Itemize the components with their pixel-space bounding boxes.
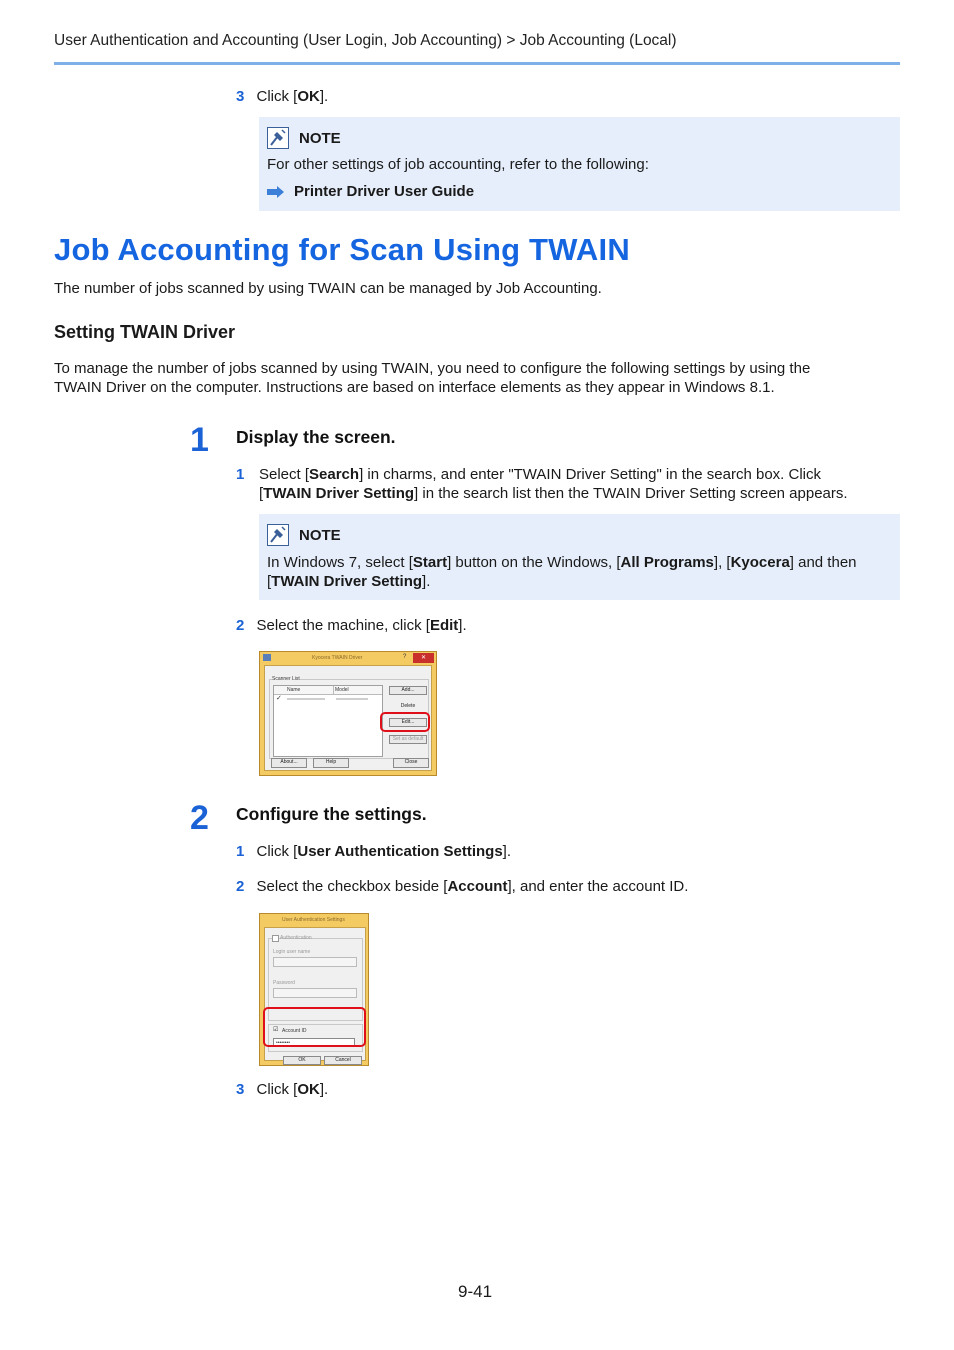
close-button[interactable]: Close [393, 758, 429, 768]
header-rule [54, 62, 900, 65]
big-step-number: 1 [190, 421, 209, 459]
app-icon [263, 654, 271, 661]
note-box [259, 117, 900, 211]
breadcrumb: User Authentication and Accounting (User Login, Job Accounting) > Job Accounting (Local) [54, 32, 677, 49]
big-step-number: 2 [190, 799, 209, 837]
subheading: Setting TWAIN Driver [54, 322, 236, 342]
section-paragraph: To manage the number of jobs scanned by using TWAIN, you need to configure the following settings by using the TWAIN Driver on the computer. Instructions are based on interface elements as they appear in Windows 8.1. [54, 360, 811, 396]
cancel-button[interactable]: Cancel [324, 1056, 362, 1065]
set-default-button[interactable]: Set as default [389, 735, 427, 744]
add-button[interactable]: Add... [389, 686, 427, 695]
substep-1: 1 Click [User Authentication Settings]. [236, 843, 512, 860]
help-icon: ? [403, 654, 407, 660]
dialog-title: User Authentication Settings [282, 917, 345, 923]
login-user-name-input[interactable] [273, 957, 357, 967]
checkmark-icon: ✓ [276, 695, 282, 702]
close-icon: ✕ [413, 653, 434, 663]
delete-button[interactable]: Delete [389, 702, 427, 711]
top-step-3: 3 Click [OK]. [236, 88, 329, 105]
step-title: Display the screen. [236, 427, 396, 447]
edit-highlight [380, 712, 430, 732]
note-header [267, 127, 341, 149]
note-header [267, 524, 341, 546]
page-title: Job Accounting for Scan Using TWAIN [54, 232, 630, 267]
help-button[interactable]: Help [313, 758, 349, 768]
group-label: Scanner List [272, 676, 300, 682]
note-text: In Windows 7, select [Start] button on the Windows, [All Programs], [Kyocera] and then [TWAIN Driver Setting]. [267, 554, 857, 590]
note-icon [267, 524, 289, 546]
password-input[interactable] [273, 988, 357, 998]
note-text: For other settings of job accounting, refer to the following: [267, 156, 649, 173]
printer-driver-guide-link[interactable]: Printer Driver User Guide [294, 183, 475, 200]
twain-driver-dialog-screenshot [259, 651, 437, 776]
substep-2: 2 Select the machine, click [Edit]. [236, 617, 467, 634]
page-number: 9-41 [458, 1282, 493, 1301]
note-icon [267, 127, 289, 149]
scanner-list: Name Model ✓ [273, 685, 383, 757]
note-label: NOTE [299, 129, 341, 147]
section-intro: The number of jobs scanned by using TWAIN can be managed by Job Accounting. [54, 280, 602, 297]
step-title: Configure the settings. [236, 804, 427, 824]
account-checkbox[interactable]: ☑ [273, 1027, 279, 1033]
account-highlight [263, 1007, 366, 1047]
edit-button[interactable]: Edit... [389, 718, 427, 727]
dialog-title: Kyocera TWAIN Driver [312, 655, 363, 661]
note-box [259, 514, 900, 600]
authentication-checkbox[interactable] [272, 935, 279, 942]
arrow-right-icon [267, 186, 285, 198]
substep-3: 3 Click [OK]. [236, 1081, 329, 1098]
about-button[interactable]: About... [271, 758, 307, 768]
ok-button[interactable]: OK [283, 1056, 321, 1065]
account-id-input[interactable]: •••••••• [273, 1038, 355, 1047]
note-link-row[interactable] [267, 182, 474, 201]
note-label: NOTE [299, 526, 341, 544]
step-number: 3 [236, 88, 245, 105]
user-auth-dialog-screenshot: User Authentication Settings Authentication Login user name Password ☑ Account ID •••••••• OK Cancel [259, 913, 369, 1066]
substep-1: 1 Select [Search] in charms, and enter "TWAIN Driver Setting" in the search box. Click [TWAIN Driver Setting] in the search list then the TWAIN Driver Setting screen appears. [236, 466, 848, 502]
substep-2: 2 Select the checkbox beside [Account], and enter the account ID. [236, 878, 689, 895]
